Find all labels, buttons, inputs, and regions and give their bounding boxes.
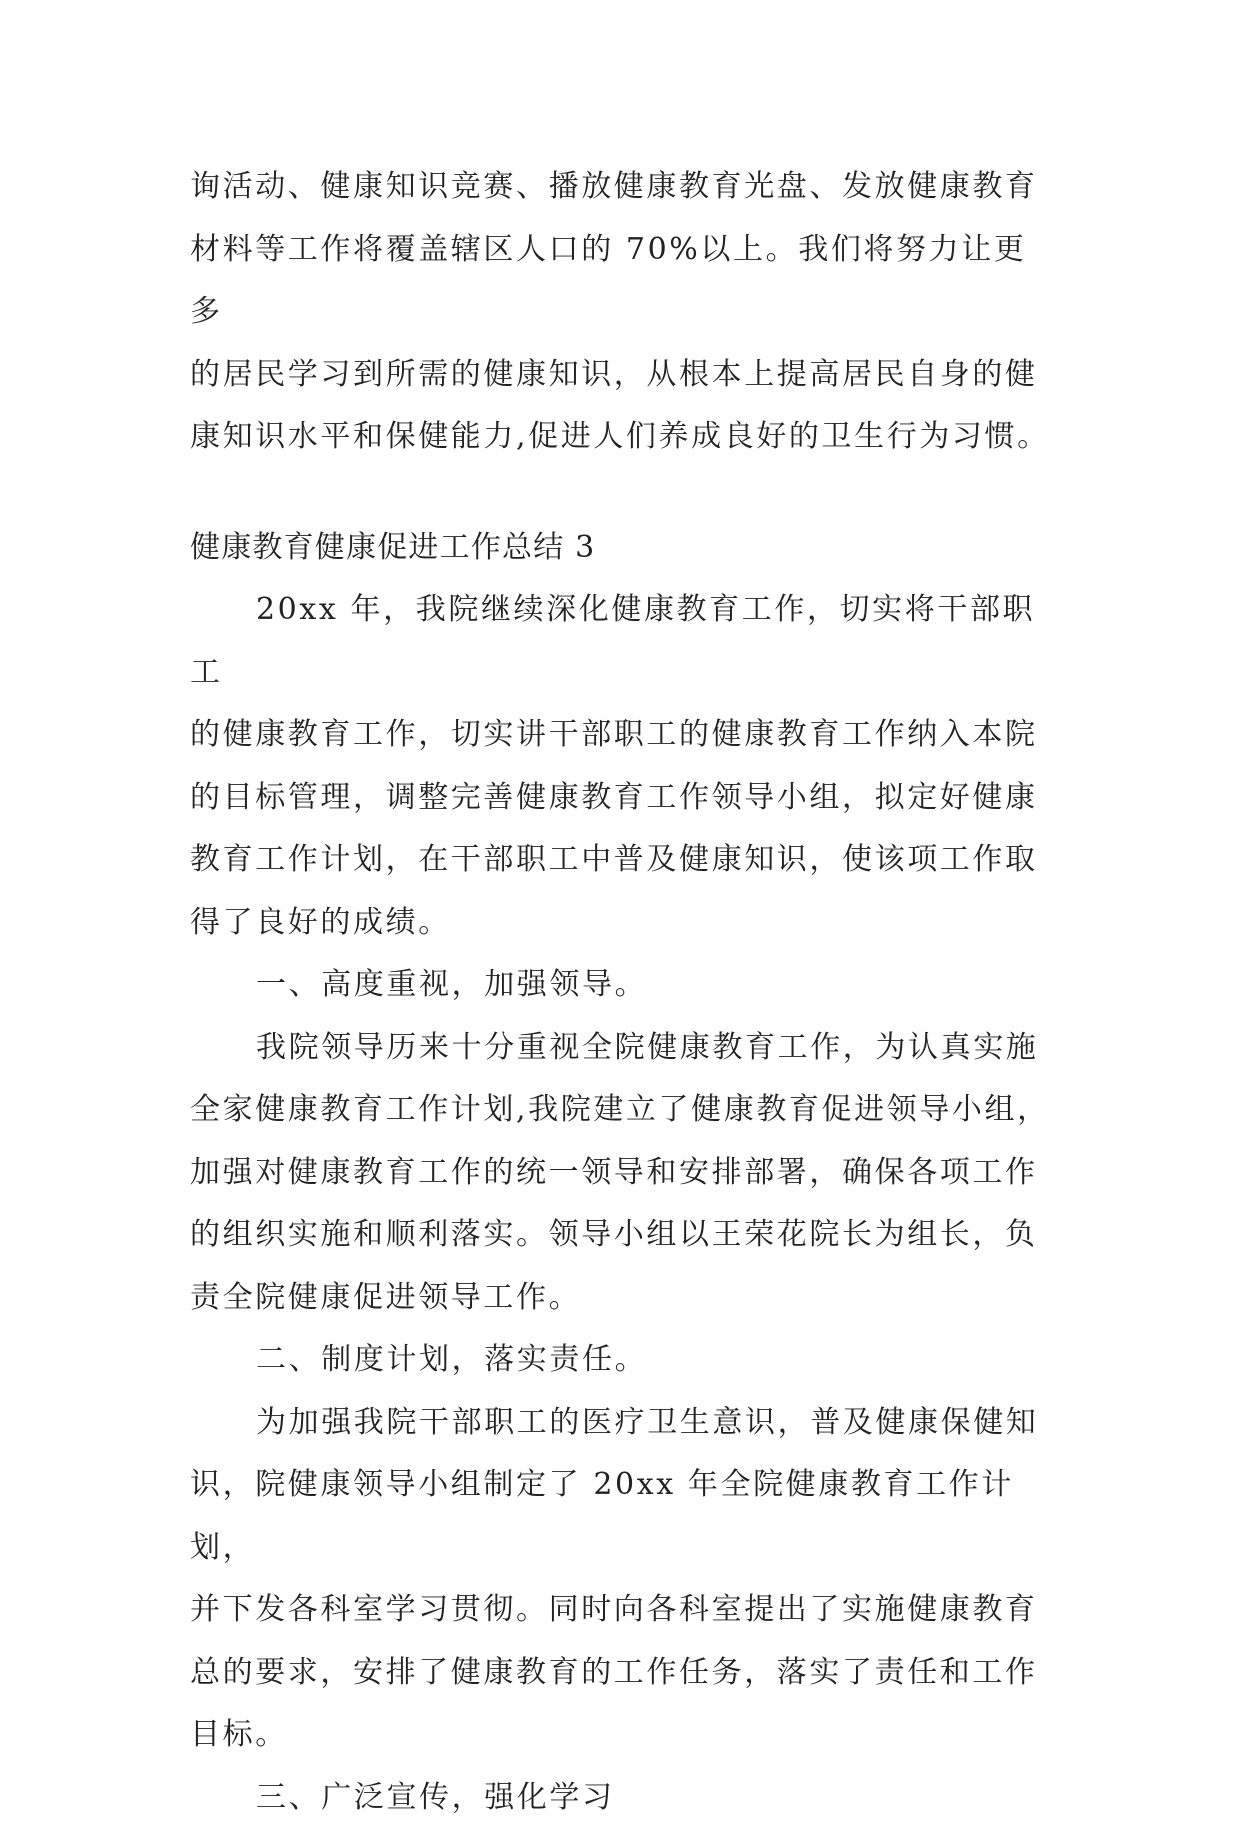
text-line: 识，院健康领导小组制定了 20xx 年全院健康教育工作计划， bbox=[190, 1467, 1014, 1565]
text-line: 加强对健康教育工作的统一领导和安排部署，确保各项工作 bbox=[190, 1155, 1038, 1190]
text-line: 总的要求，安排了健康教育的工作任务，落实了责任和工作 bbox=[190, 1655, 1038, 1690]
text-line bbox=[190, 1030, 1038, 1065]
text-line: 的健康教育工作，切实讲干部职工的健康教育工作纳入本院 bbox=[190, 717, 1038, 752]
text-line-content: 为加强我院干部职工的医疗卫生意识，普及健康保健知 bbox=[256, 1405, 1038, 1440]
text-line: 的目标管理，调整完善健康教育工作领导小组，拟定好健康 bbox=[190, 780, 1038, 815]
section-2-paragraph bbox=[190, 1392, 1052, 1767]
text-line: 的组织实施和顺利落实。领导小组以王荣花院长为组长，负 bbox=[190, 1217, 1038, 1252]
heading-2: 二、制度计划，落实责任。 bbox=[190, 1329, 1052, 1392]
text-line: 得了良好的成绩。 bbox=[190, 905, 451, 940]
text-line: 康知识水平和保健能力,促进人们养成良好的卫生行为习惯。 bbox=[190, 419, 1050, 454]
text-line: 材料等工作将覆盖辖区人口的 70%以上。我们将努力让更多 bbox=[190, 232, 1026, 330]
section-title: 健康教育健康促进工作总结 3 bbox=[190, 517, 1052, 580]
text-line bbox=[190, 1405, 1038, 1440]
paragraph-continued bbox=[190, 156, 1052, 469]
text-line: 教育工作计划，在干部职工中普及健康知识，使该项工作取 bbox=[190, 842, 1038, 877]
intro-paragraph bbox=[190, 579, 1052, 954]
document-body bbox=[190, 156, 1052, 1829]
text-line-content: 20xx 年，我院继续深化健康教育工作，切实将干部职工 bbox=[190, 592, 1035, 690]
text-line: 全家健康教育工作计划,我院建立了健康教育促进领导小组， bbox=[190, 1092, 1050, 1127]
text-line: 责全院健康促进领导工作。 bbox=[190, 1280, 581, 1315]
text-line: 并下发各科室学习贯彻。同时向各科室提出了实施健康教育 bbox=[190, 1592, 1038, 1627]
text-line-content: 我院领导历来十分重视全院健康教育工作，为认真实施 bbox=[256, 1030, 1038, 1065]
text-line: 目标。 bbox=[190, 1717, 288, 1752]
heading-1: 一、高度重视，加强领导。 bbox=[190, 954, 1052, 1017]
text-line bbox=[190, 592, 1035, 690]
heading-3: 三、广泛宣传，强化学习 bbox=[190, 1767, 1052, 1829]
text-line: 的居民学习到所需的健康知识，从根本上提高居民自身的健 bbox=[190, 357, 1038, 392]
section-1-paragraph bbox=[190, 1017, 1052, 1330]
text-line: 询活动、健康知识竞赛、播放健康教育光盘、发放健康教育 bbox=[190, 169, 1038, 204]
